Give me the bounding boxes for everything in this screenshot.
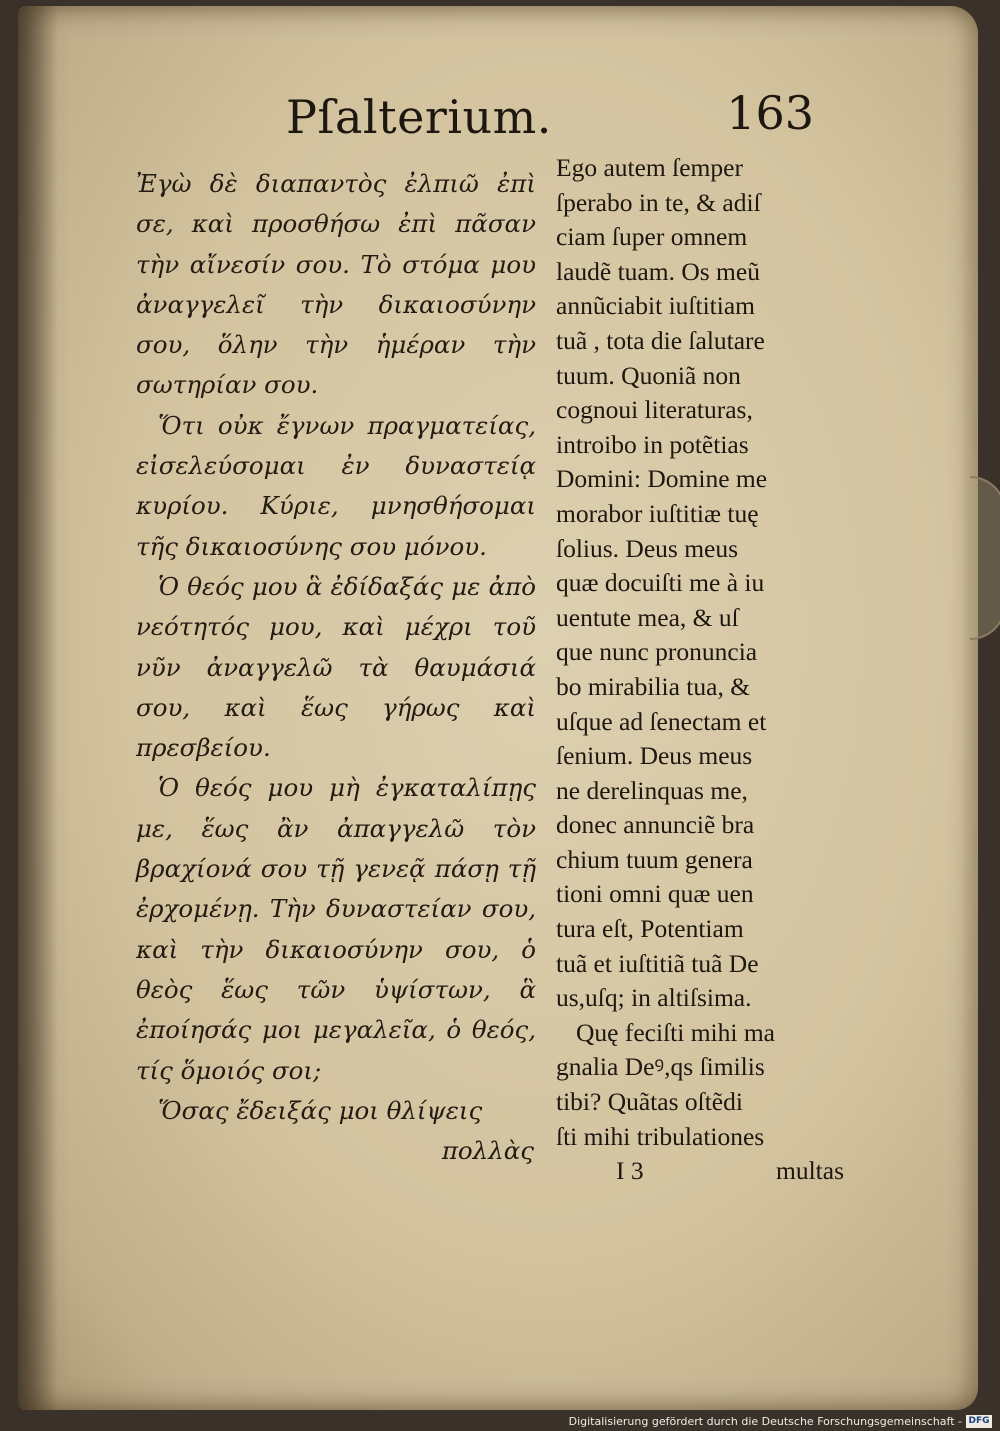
latin-line: us,uſq; in altiſsima.	[556, 983, 752, 1013]
credit-text: Digitalisierung gefördert durch die Deutsche Forschungsgemeinschaft -	[568, 1415, 962, 1428]
latin-line: tuã et iuſtitiã tuã De	[556, 948, 759, 978]
page-foot-row	[556, 1154, 844, 1189]
latin-text-column	[556, 151, 844, 1189]
latin-line: que nunc pronuncia	[556, 637, 758, 667]
dfg-logo: DFG	[966, 1415, 992, 1428]
latin-line: uentute mea, & uſ	[556, 602, 739, 632]
latin-line: ſenium. Deus meus	[556, 741, 753, 771]
latin-line: tibi? Quãtas oſtẽdi	[556, 1087, 743, 1117]
page-tab-marker	[970, 476, 1000, 640]
latin-line: Ego autem ſemper	[556, 153, 743, 182]
latin-line: ne derelinquas me,	[556, 775, 748, 805]
greek-paragraph: Ἐγὼ δὲ διαπαντὸς ἐλπιῶ ἐπὶ σε, καὶ προσθήσω ἐπὶ πᾶσαν τὴν αἴνεσίν σου. Τὸ στόμα μου ἀναγγελεῖ τὴν δικαιοσύνην σου, ὅλην τὴν ἡμέραν τὴν σωτηρίαν σου.	[136, 169, 536, 400]
latin-line: uſque ad ſenectam et	[556, 706, 767, 736]
latin-line: chium tuum genera	[556, 844, 753, 874]
latin-line: gnalia Deꝰ,qs ſimilis	[556, 1052, 765, 1082]
latin-line: tuã , tota die ſalutare	[556, 325, 765, 355]
latin-line: tuum. Quoniã non	[556, 360, 741, 390]
folio-number: 163	[726, 86, 814, 140]
latin-line: ſperabo in te, & adiſ	[556, 187, 761, 217]
latin-catchword: multas	[776, 1156, 844, 1186]
signature-mark: I 3	[616, 1156, 644, 1186]
latin-line: ciam ſuper omnem	[556, 222, 748, 252]
digitization-credit	[569, 1415, 992, 1428]
running-title: Pſalterium.	[286, 90, 552, 144]
greek-paragraph: Ὁ θεός μου μὴ ἐγκαταλίπῃς με, ἕως ἂν ἀπαγγελῶ τὸν βραχίονά σου τῇ γενεᾷ πάσῃ τῇ ἐρχομένῃ. Τὴν δυναστείαν σου, καὶ τὴν δικαιοσύνην σου, ὁ θεὸς ἕως τῶν ὑψίστων, ἃ ἐποίησάς μοι μεγαλεῖα, ὁ θεός, τίς ὅμοιός σοι;	[136, 773, 536, 1085]
page-header	[286, 86, 814, 160]
latin-line: cognoui literaturas,	[556, 395, 753, 425]
latin-line: ſti mihi tribulationes	[556, 1121, 765, 1151]
greek-text-column	[136, 164, 536, 1171]
latin-line: laudẽ tuam. Os meũ	[556, 256, 760, 286]
greek-paragraph: Ὁ θεός μου ἃ ἐδίδαξάς με ἀπὸ νεότητός μου, καὶ μέχρι τοῦ νῦν ἀναγγελῶ τὰ θαυμάσιά σου, καὶ ἕως γήρως καὶ πρεσβείου.	[136, 571, 536, 763]
latin-line: annũciabit iuſtitiam	[556, 291, 755, 321]
latin-line: quæ docuiſti me à iu	[556, 568, 765, 598]
book-page	[18, 6, 978, 1410]
latin-line: Quę feciſti mihi ma	[576, 1017, 775, 1047]
greek-paragraph: Ὅτι οὐκ ἔγνων πραγματείας, εἰσελεύσομαι ἐν δυναστείᾳ κυρίου. Κύριε, μνησθήσομαι τῆς δικαιοσύνης σου μόνου.	[136, 410, 536, 561]
latin-line: introibo in potẽtias	[556, 429, 749, 459]
latin-line: bo mirabilia tua, &	[556, 671, 751, 701]
greek-catchword: πολλὰς	[441, 1136, 534, 1166]
greek-paragraph: Ὅσας ἔδειξάς μοι θλίψεις	[158, 1095, 483, 1125]
latin-line: donec annunciẽ bra	[556, 810, 755, 840]
latin-line: tioni omni quæ uen	[556, 879, 754, 909]
latin-line: morabor iuſtitiæ tuę	[556, 498, 759, 528]
page-gutter-shadow	[18, 6, 58, 1410]
latin-line: ſolius. Deus meus	[556, 533, 739, 563]
latin-line: Domini: Domine me	[556, 464, 768, 494]
latin-line: tura eſt, Potentiam	[556, 914, 744, 944]
